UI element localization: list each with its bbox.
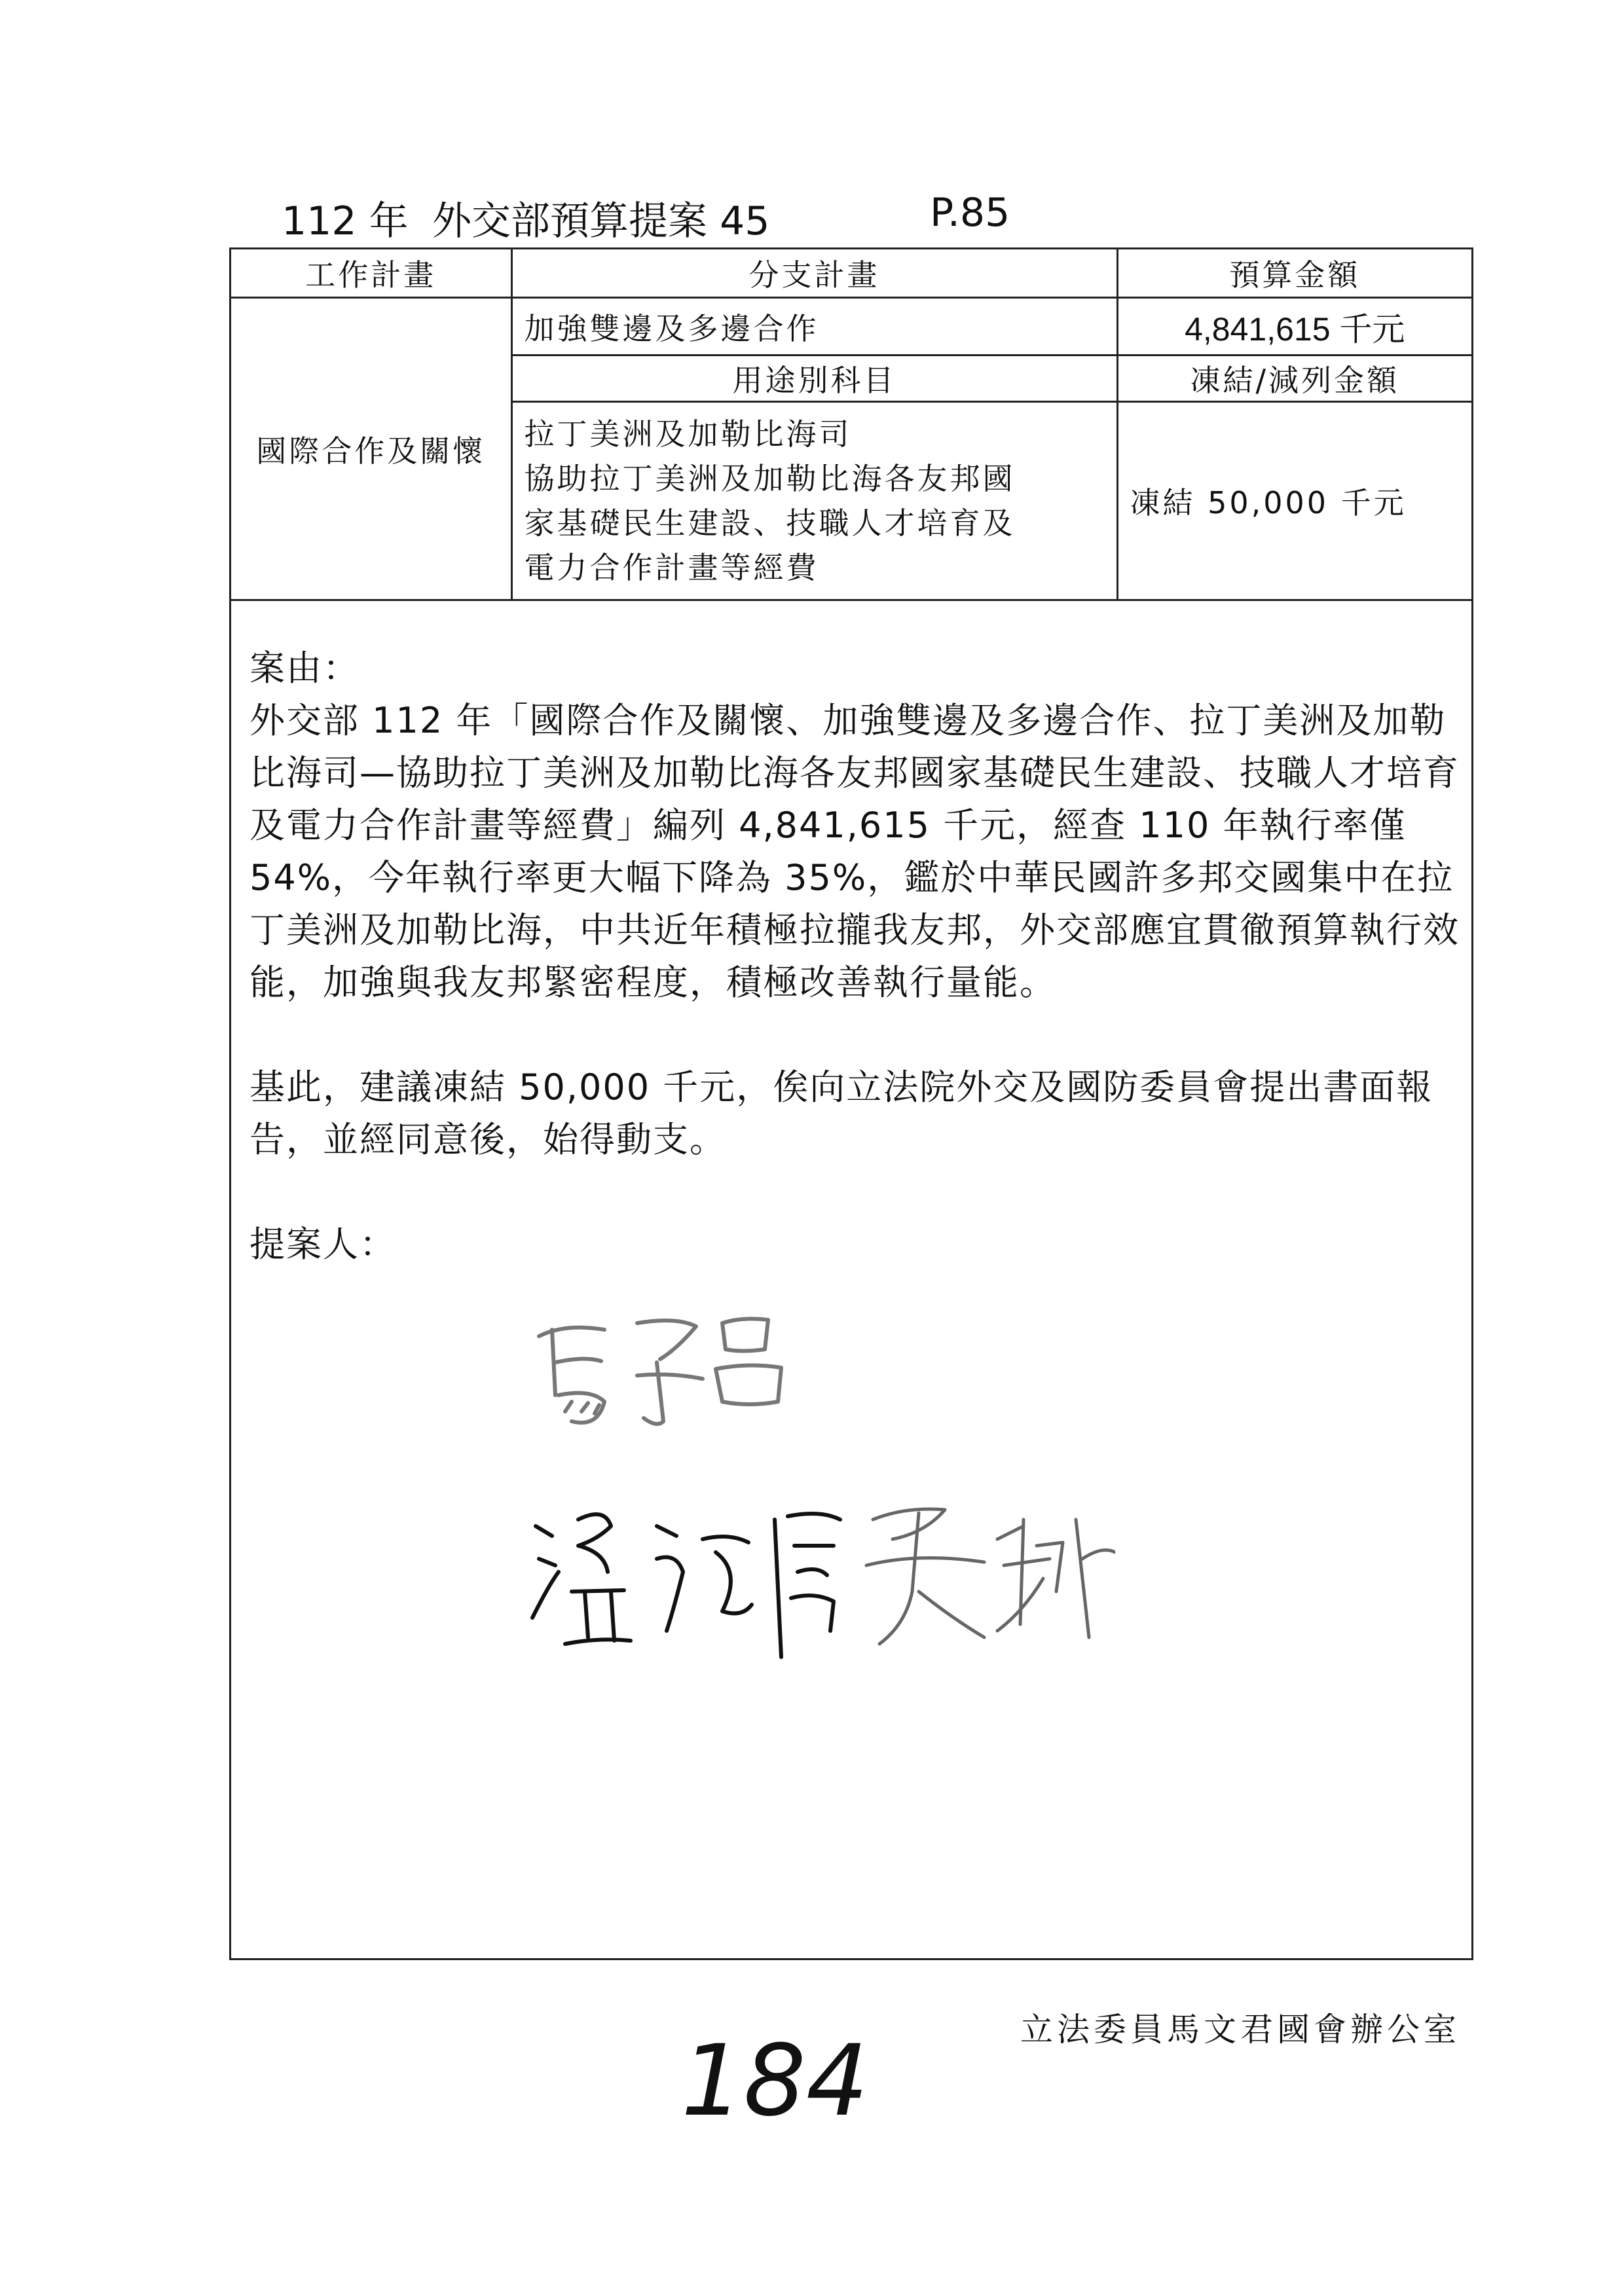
svg-text:184: 184 — [681, 2024, 869, 2138]
item-line: 家基礎民生建設、技職人才培育及 — [524, 505, 1016, 541]
budget-table — [231, 249, 1471, 601]
table-header-row — [231, 249, 1471, 298]
proposal-frame — [229, 247, 1473, 1960]
proposer-label: 提案人： — [249, 1224, 396, 1265]
reason-label: 案由： — [249, 647, 360, 689]
document-header — [282, 190, 1526, 242]
signatures-second-row — [526, 1480, 1115, 1677]
item-line: 電力合作計畫等經費 — [524, 550, 819, 585]
item-line: 拉丁美洲及加勒比海司 — [524, 416, 852, 452]
freeze-amount-cell: 凍結 50,000 千元 — [1117, 402, 1471, 600]
work-plan-cell: 國際合作及關懷 — [231, 298, 511, 600]
budget-amount-cell: 4,841,615 千元 — [1117, 298, 1471, 355]
item-description-cell — [511, 402, 1117, 600]
header-year: 112 年 — [282, 198, 409, 244]
header-page-ref: P.85 — [930, 190, 1010, 236]
col-header-branch-plan: 分支計畫 — [511, 249, 1117, 298]
table-row — [231, 298, 1471, 355]
subheader-amount: 凍結/減列金額 — [1117, 355, 1471, 402]
item-line: 協助拉丁美洲及加勒比海各友邦國 — [524, 461, 1016, 496]
proposal-body — [249, 642, 1461, 1271]
reason-text: 外交部 112 年「國際合作及關懷、加強雙邊及多邊合作、拉丁美洲及加勒比海司—協助拉丁美洲及加勒比海各友邦國家基礎民生建設、技職人才培育及電力合作計畫等經費」編列 4,841,615 千元，經查 110 年執行率僅 54%，今年執行率更大幅下降為 35%，鑑於中華民國許多邦交國集中在拉丁美洲及加勒比海，中共近年積極拉攏我友邦，外交部應宜貫徹預算執行效能，加強與我友邦緊密程度，積極改善執行量能。 — [249, 700, 1460, 1003]
page-number-drawing — [674, 2016, 871, 2147]
footer-office: 立法委員馬文君國會辦公室 — [1020, 2011, 1460, 2049]
signature-ma-wenjun — [526, 1297, 801, 1448]
page-number — [674, 2016, 871, 2147]
col-header-budget-amount: 預算金額 — [1117, 249, 1471, 298]
col-header-work-plan: 工作計畫 — [231, 249, 511, 298]
subheader-item: 用途別科目 — [511, 355, 1117, 402]
proposal-text: 基此，建議凍結 50,000 千元，俟向立法院外交及國防委員會提出書面報告，並經同意後，始得動支。 — [249, 1066, 1433, 1160]
header-title: 外交部預算提案 45 — [432, 198, 770, 244]
branch-plan-cell: 加強雙邊及多邊合作 — [511, 298, 1117, 355]
